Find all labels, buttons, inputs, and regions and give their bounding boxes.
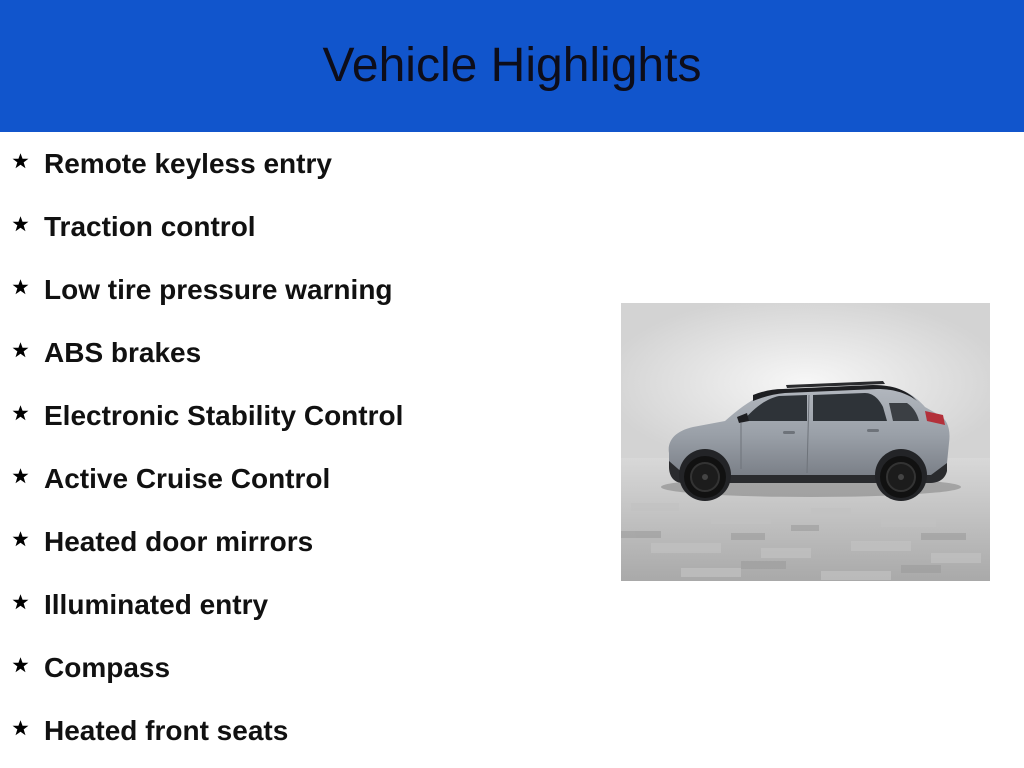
feature-label: Electronic Stability Control <box>44 399 404 431</box>
star-icon <box>11 655 30 674</box>
star-icon <box>11 466 30 485</box>
feature-label: ABS brakes <box>44 336 202 368</box>
vehicle-photo <box>621 303 990 581</box>
feature-item <box>0 573 560 636</box>
feature-label: Low tire pressure warning <box>44 273 393 305</box>
feature-item <box>0 195 560 258</box>
feature-item <box>0 699 560 762</box>
feature-item <box>0 510 560 573</box>
star-icon <box>11 151 30 170</box>
feature-label: Remote keyless entry <box>44 147 332 179</box>
feature-item <box>0 447 560 510</box>
feature-label: Active Cruise Control <box>44 462 331 494</box>
feature-label: Illuminated entry <box>44 588 269 620</box>
page-title: Vehicle Highlights <box>322 38 702 92</box>
feature-item <box>0 132 560 195</box>
star-icon <box>11 277 30 296</box>
feature-label: Compass <box>44 651 171 683</box>
star-icon <box>11 340 30 359</box>
feature-item <box>0 384 560 447</box>
header-banner <box>0 0 1024 132</box>
feature-label: Traction control <box>44 210 256 242</box>
star-icon <box>11 592 30 611</box>
star-icon <box>11 214 30 233</box>
star-icon <box>11 403 30 422</box>
feature-label: Heated front seats <box>44 714 289 746</box>
feature-item <box>0 258 560 321</box>
feature-label: Heated door mirrors <box>44 525 314 557</box>
vehicle-photo-illustration <box>621 303 990 581</box>
star-icon <box>11 529 30 548</box>
feature-item <box>0 636 560 699</box>
feature-item <box>0 321 560 384</box>
star-icon <box>11 718 30 737</box>
